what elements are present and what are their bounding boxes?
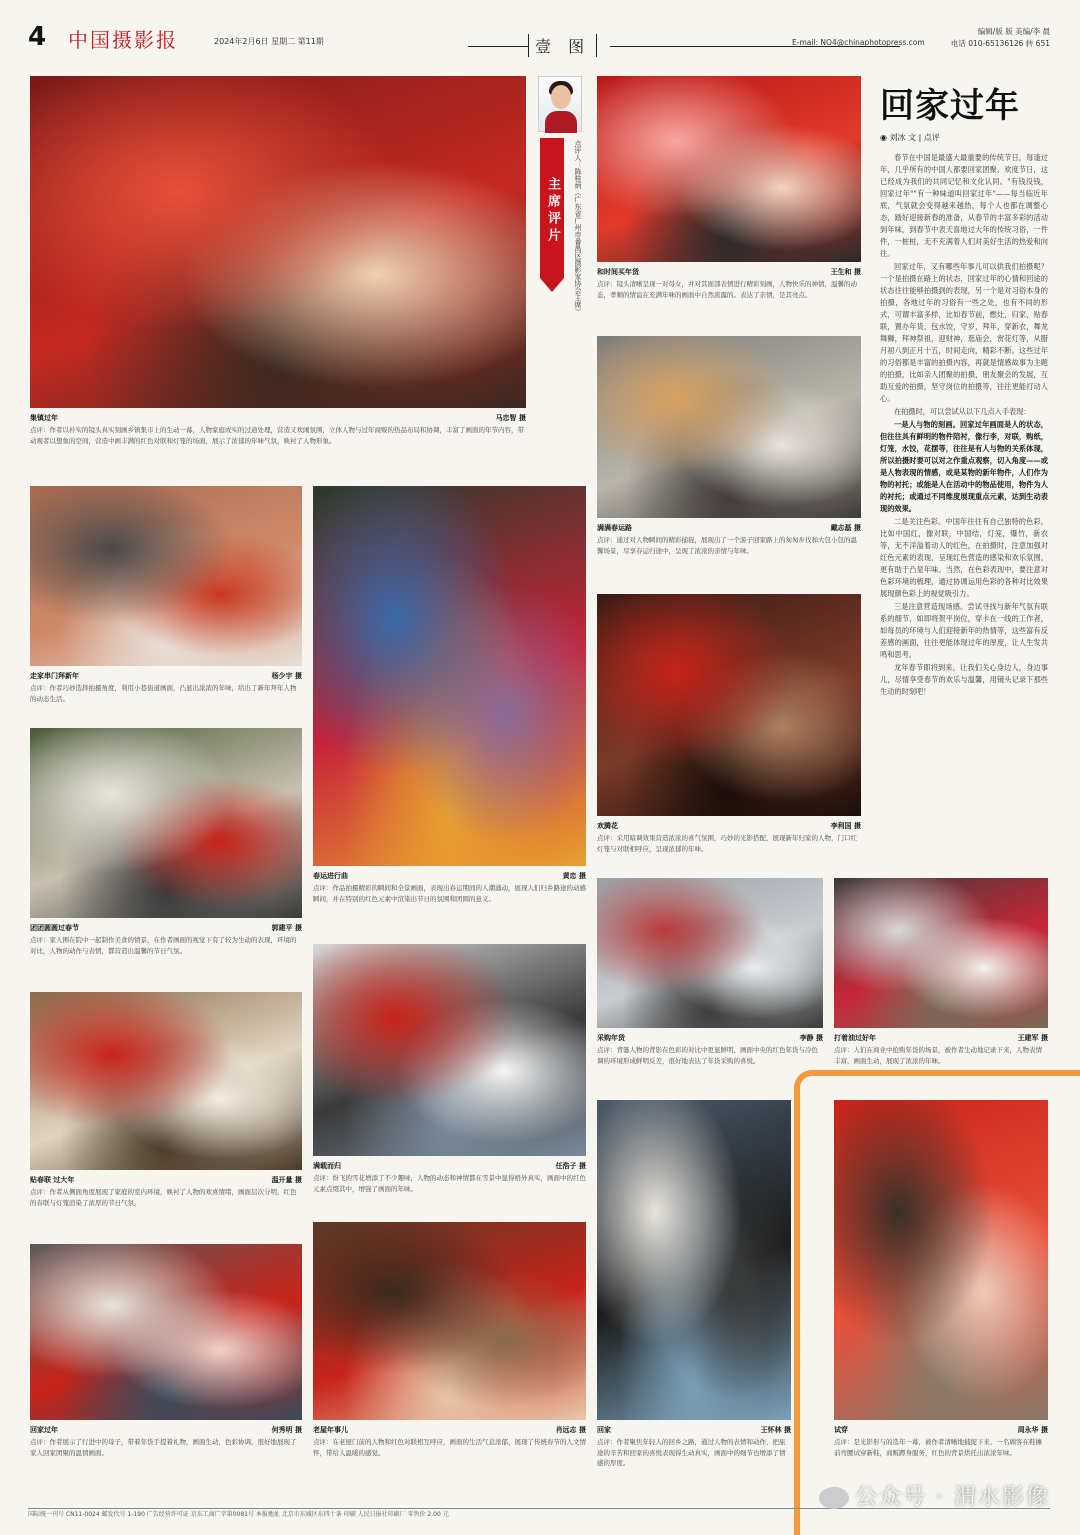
photo-caption: 满满春运路 戴志磊 摄 点评：通过对人物瞬间的精彩捕捉，展现出了一个游子回家路上的匆匆步伐和大包小包的温馨场景，尽享春运归途中，呈现了浓浓的亲情与年味。 [597,524,861,555]
commentator-portrait [538,76,582,132]
wechat-icon [819,1487,849,1509]
highlight-frame [794,1070,1080,1535]
photo-caption: 试穿 周永华 摄 点评：是光影形与的选年一幕，被作者清晰地捕捉下来，一名顾客在鞋摊前弯腰试穿新鞋，商贩蹲身服务，红色的背景烘托出浓浓年味。 [834,1426,1048,1457]
article-paragraph: 二是关注色彩。中国年往往有自己独特的色彩，比如中国红，像对联，中国结，灯笼，爆竹，新衣等，无不洋溢着动人的红色，在拍摄时，注意加强对红色元素的表现，呈现红色营造的感染和欢乐氛围，更有助于凸显年味。当然，在色彩表现中，要注意对色彩环境的梳理，通过协调运用色彩的各种对比效果展现颜色彩上的视觉吸引力。 [880,517,1048,598]
photo-caption: 欢腾花 李利国 摄 点评：采用暗调效果营造浓浓的喜气氛围，巧妙的光影搭配，展现新年归家的人物，门口红灯笼与对联相呼应，呈现浓郁的年味。 [597,822,861,853]
photo-old-house [313,1222,586,1420]
photo-village-lane [30,486,302,666]
photo-travel-road [597,336,861,518]
photo-caption: 集镇过年 马忠智 摄 点评：作者以朴实的镜头真实刻画乡镇集市上的生动一幕，人物家庭或实的过道处理，营造又欢闹氛围，立体人物与过年商贩的热品布局和协调，丰富了画面的年节内容，带动观者以想象的空间，营造中画丰满的红色对联和灯笼的场面，展示了浓郁的年味气氛，映衬了人物形象。 [30,414,526,445]
photo-doorway [597,594,861,816]
article-title: 回家过年 [880,86,1020,126]
photo-going-home [597,1100,791,1420]
commentator-credit: 点评人：陈桂炳（广东省广州市番禺区摄影家协会主席） [574,140,582,315]
photo-caption: 采购年货 李静 摄 点评：背篓人物的背影在色彩的对比中更显鲜明，画面中央的红色年货与冷色调的环境形成鲜明反差，很好地表达了年货采购的喜悦。 [597,1034,823,1065]
photo-caption: 走家串门拜新年 杨少宇 摄 点评：作者巧妙选择拍摄角度，利用小巷街道画面，凸显出浓浓的年味，给出了新年拜年人物的动态生活。 [30,672,302,703]
article-paragraph: 春节在中国是最盛大最重要的传统节日，每逢过年，几乎所有的中国人都要回家团聚，欢度节日，这已经成为我们的共同记忆和文化认同。"有钱没钱，回家过年""有一种味道叫回家过年"——每当临近年底，气氛就会变得越来越热，每个人也都在调整心态，踏好迎接新春的准备，从春节的丰富多彩的活动到年味，到春节中表天喜地过大年的传统习俗，一件件，一桩桩，无不充满着人们对美好生活的热爱和向往。 [880,153,1048,258]
photo-caption: 贴春联 过大年 温开量 摄 点评：作者从侧面角度展现了家庭的室内环境，映衬了人物的欢喜情绪，画面层次分明，红色的春联与灯笼渲染了浓厚的节日气氛。 [30,1176,302,1207]
issue-date: 2024年2月6日 星期二 第11期 [214,37,324,46]
photo-caption: 团团圆圆过春节 郭建平 摄 点评：家人围在院中一起制作美食的情景，在作者画面的视觉下有了较为生动的表现，环境的对比，人物的动作与表情，都营造出温馨的节日气氛。 [30,924,302,955]
wechat-watermark: 公众号 · 渭水影像 [819,1480,1050,1511]
article-paragraph: 在拍摄时，可以尝试从以下几点入手表现： [894,407,1031,416]
photo-caption: 和时间买年货 王生和 摄 点评：镜头清晰呈现一对母女，并对其面部表情进行精彩刻画，人物快乐的神情，温馨的动态，孝顺的情谊在充满年味的画面中自然流露的。表达了亲情，是其亮点。 [597,268,861,299]
footer-strip: 国际统一刊号 CN11-0024 邮发代号 1-190 广告经营许可证 京东工商广字第0081号 本报地址 北京市东城区东四十条 印刷 人民日报社印刷厂 零售价 2.00 元 [28,1508,1050,1520]
photo-mother-daughter [597,76,861,262]
photo-caption: 满载而归 任浩子 摄 点评：纷飞的雪花增添了不少趣味，人物的动态和神情都在雪景中显得格外真实，画面中的红色元素点缀其中，增强了画面的年味。 [313,1162,586,1193]
photo-caption: 春运进行曲 黄忠 摄 点评：作品拍摄精彩的瞬间和全景画面，表现出春运期间的人潮涌动，展现人们归乡路途的动感瞬间，并在特别的红色元素中渲染出节日的氛围和团圆的意义。 [313,872,586,903]
contact-email: E-mail: NO4@chinaphotopress.com [792,38,925,47]
article-paragraph: 三是注意营造现场感。尝试寻找与新年气氛有联系的细节，如即将贺平岗位，穿卡在一线的工作者，如每员的环境与人们迎接新年的热情等，这些富有反差感的画面，往往更能体现过年的厚度，让人生发共鸣和思考。 [880,602,1048,659]
photo-spring-couplets [30,992,302,1170]
photo-caption: 回家 王怀林 摄 点评：作者聚焦年轻人的回乡之路，通过人物的表情和动作，把旅途的辛苦和回家的喜悦表现得生动真实，画面中的细节也增添了情感的厚度。 [597,1426,791,1467]
article-byline: ◉ 刘冰 文 | 点评 [880,133,940,142]
photo-snow-return [313,944,586,1156]
masthead-rule [468,46,530,47]
masthead [28,22,1050,56]
photo-caption: 打着油过好年 王建军 摄 点评：人们在商业中抢购年货的场景，被作者生动地记录下来，人物表情丰富，画面生动，展现了浓浓的年味。 [834,1034,1048,1065]
column-tag: 主席评片 [540,138,564,278]
photo-reunion-yard [30,728,302,918]
article-paragraph: 龙年春节即将到来，让我们关心身边人，身边事儿，尽情享受春节的欢乐与温馨，用镜头记录下那些生动的时刻吧！ [880,663,1048,696]
photo-caption: 回家过年 何秀明 摄 点评：作者展示了行进中的母子，带着年货手提着礼物，画面生动，色彩协调，很好地展现了家人回家团聚的温情画面。 [30,1426,302,1457]
article-paragraph: 一是人与物的刻画。回家过年画面是人的状态，但往往具有鲜明的物件陪衬，像行李，对联，购纸，灯笼，水饺，花摆等，往往是有人与物的关系体现，所以拍摄时要可以对之作重点观察，切入角度——或是人物表现的情感，或是某物的新年物件，人们作为物的衬托；或能是人在活动中的物品使用，物件为人的衬托；或通过不同维度展现重点元素，达到生动表现的效果。 [880,420,1048,513]
section-name: 壹 图 [528,34,597,57]
photo-market-crowd [834,878,1048,1028]
photo-caption: 老屋年事儿 肖远志 摄 点评：在老屋门前的人物和红色对联相互呼应，画面的生活气息浓郁，展现了传统春节的人文情怀，带给人温暖的感觉。 [313,1426,586,1457]
editor-line: 编辑/版 版 美编/李 晨 [977,27,1050,36]
photo-market [30,76,526,408]
page-number: 4 [28,22,47,52]
photo-family-walk [30,1244,302,1420]
newspaper-logo: 中国摄影报 [68,28,178,52]
photo-buying-goods [597,878,823,1028]
phone-line: 电话 010-65136126 转 651 [950,39,1050,48]
photo-spring-crowd [313,486,586,866]
article-paragraph: 回家过年，又有哪些年事儿可以供我们拍摄呢？一个是拍摄在路上的状态，回家过年的心情和回途的状态往往能够拍摄到的表现，另一个是对习俗本身的拍摄，各地过年的习俗有一些之处，也有不同的形式，可谓丰富多样，比如春节前，燃灶，归家，贴春联，置办年货，包水饺，守岁，拜年，穿新衣，舞龙舞狮，拜神祭祖，迎财神，逛庙会，赏花灯等，从腊月初八到正月十五，时间走向，精彩不断。这些过年的习俗都是丰富的拍摄内容，再就是情感故事为主题的拍摄，比如亲人团聚的拍摄，朋友聚会的发展，互助互爱的拍摄，坚守岗位的拍摄等，往往更能打动人心。 [880,262,1048,403]
article-body [880,152,1048,842]
